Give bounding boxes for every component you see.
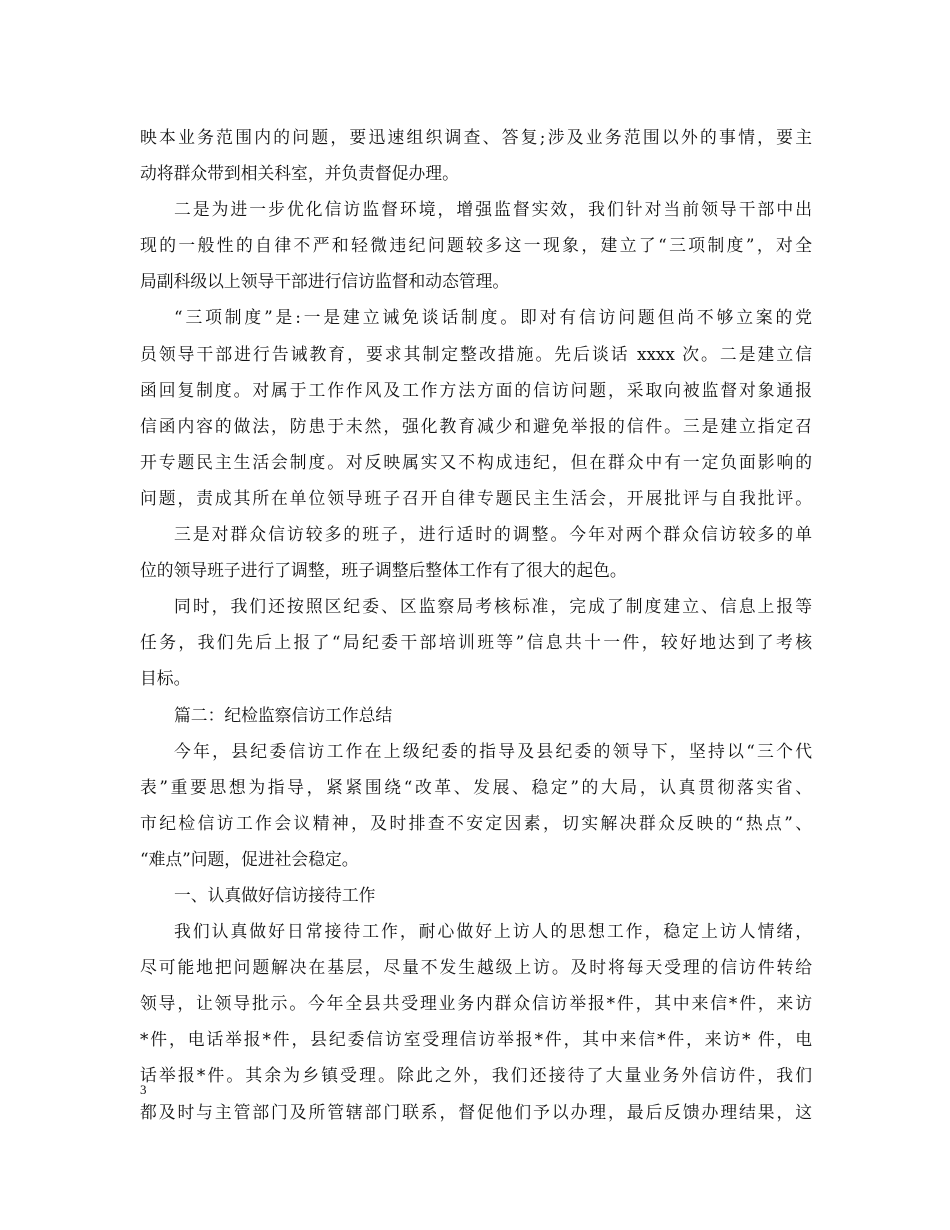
text-line: *件，电话举报*件，县纪委信访室受理信访举报*件，其中来信*件，来访* 件，电 (140, 1029, 812, 1050)
text-line: 现的一般性的自律不严和轻微违纪问题较多这一现象，建立了“三项制度”，对全 (140, 235, 812, 256)
text-line: 局副科级以上领导干部进行信访监督和动态管理。 (140, 271, 510, 292)
text-line: 映本业务范围内的问题，要迅速组织调查、答复;涉及业务范围以外的事情，要主 (140, 127, 812, 147)
text-line: 开专题民主生活会制度。对反映属实又不构成违纪，但在群众中有一定负面影响的 (140, 451, 812, 472)
text-line: 目标。 (140, 668, 191, 689)
text-line: “难点”问题，促进社会稳定。 (140, 848, 359, 869)
text-line: 话举报*件。其余为乡镇受理。除此之外，我们还接待了大量业务外信访件，我们 (140, 1065, 812, 1086)
text-line: 尽可能地把问题解决在基层，尽量不发生越级上访。及时将每天受理的信访件转给 (140, 957, 812, 978)
text-line: 篇二：纪检监察信访工作总结 (174, 704, 393, 725)
text-line: 表”重要思想为指导，紧紧围绕“改革、发展、稳定”的大局，认真贯彻落实省、 (140, 776, 812, 797)
text-line: 函回复制度。对属于工作作风及工作方法方面的信访问题，采取向被监督对象通报 (140, 379, 812, 400)
text-line: “三项制度”是:一是建立诫免谈话制度。即对有信访问题但尚不够立案的党 (174, 307, 812, 328)
page-number: 3 (140, 1082, 147, 1097)
text-line: 位的领导班子进行了调整，班子调整后整体工作有了很大的起色。 (140, 560, 627, 581)
text-line: 信函内容的做法，防患于未然，强化教育减少和避免举报的信件。三是建立指定召 (140, 415, 812, 436)
text-line: 二是为进一步优化信访监督环境，增强监督实效，我们针对当前领导干部中出 (174, 199, 812, 220)
text-line: 领导，让领导批示。今年全县共受理业务内群众信访举报*件，其中来信*件，来访 (140, 993, 812, 1014)
text-line: 都及时与主管部门及所管辖部门联系，督促他们予以办理，最后反馈办理结果，这 (140, 1101, 812, 1122)
text-line: 同时，我们还按照区纪委、区监察局考核标准，完成了制度建立、信息上报等 (174, 596, 812, 617)
text-line: 三是对群众信访较多的班子，进行适时的调整。今年对两个群众信访较多的单 (174, 524, 812, 545)
text-line: 我们认真做好日常接待工作，耐心做好上访人的思想工作，稳定上访人情绪， (174, 921, 812, 942)
document-body (140, 119, 812, 1130)
text-line: 今年，县纪委信访工作在上级纪委的指导及县纪委的领导下，坚持以“三个代 (174, 740, 812, 761)
text-line: 问题，责成其所在单位领导班子召开自律专题民主生活会，开展批评与自我批评。 (140, 487, 812, 508)
text-line: 任务，我们先后上报了“局纪委干部培训班等”信息共十一件，较好地达到了考核 (140, 632, 812, 653)
text-line: 市纪检信访工作会议精神，及时排查不安定因素，切实解决群众反映的“热点”、 (140, 812, 812, 833)
text-line: 员领导干部进行告诫教育，要求其制定整改措施。先后谈话 xxxx 次。二是建立信 (140, 343, 812, 364)
text-line: 一、认真做好信访接待工作 (174, 884, 376, 905)
text-line: 动将群众带到相关科室，并负责督促办理。 (140, 163, 459, 184)
